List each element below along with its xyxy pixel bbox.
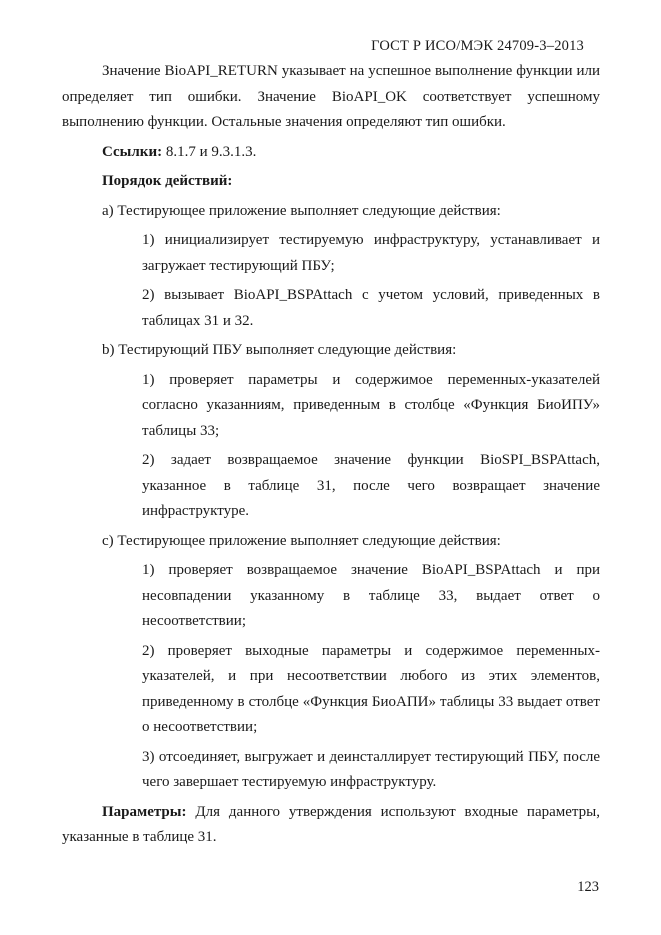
step-b-title: b) Тестирующий ПБУ выполняет следующие действия: (102, 342, 457, 358)
references-text: 8.1.7 и 9.3.1.3. (162, 143, 257, 160)
step-b-item-1: 1) проверяет параметры и содержимое переменных-указателей согласно указанниям, приведенным в столбце «Функция БиоИПУ» таблицы 33; (142, 371, 600, 439)
references-label: Ссылки: (102, 143, 163, 160)
procedure-label: Порядок действий: (102, 173, 233, 189)
page-number: 123 (577, 879, 599, 895)
step-b-item-2: 2) задает возвращаемое значение функции BioSPI_BSPAttach, указанное в таблице 31, после чего возвращает значение инфраструктуре. (142, 452, 600, 519)
step-c-item-2: 2) проверяет выходные параметры и содержимое переменных-указателей, и при несоответствии любого из этих элементов, приведенному в столбце «Функция БиоАПИ» таблицы 33 выдает ответ о несоответствии; (142, 642, 600, 735)
standard-header: ГОСТ Р ИСО/МЭК 24709-3–2013 (371, 38, 584, 54)
step-a-item-1: 1) инициализирует тестируемую инфраструктуру, устанавливает и загружает тестирующий ПБУ; (142, 232, 600, 274)
parameters-paragraph (62, 800, 600, 851)
parameters-text: Для данного утверждения используют входные параметры, указанные в таблице 31. (62, 803, 600, 845)
document-body (62, 59, 600, 851)
step-c-item-1: 1) проверяет возвращаемое значение BioAPI_BSPAttach и при несовпадении указанному в таблице 33, выдает ответ о несоответствии; (142, 562, 600, 629)
procedure-heading (62, 169, 600, 195)
step-a-item-2: 2) вызывает BioAPI_BSPAttach с учетом условий, приведенных в таблицах 31 и 32. (142, 287, 600, 329)
references-paragraph (62, 140, 600, 166)
parameters-label: Параметры: (102, 803, 187, 820)
step-c-title: c) Тестирующее приложение выполняет следующие действия: (102, 532, 501, 549)
step-a-title: a) Тестирующее приложение выполняет следующие действия: (102, 202, 501, 219)
intro-paragraph: Значение BioAPI_RETURN указывает на успешное выполнение функции или определяет тип ошибки. Значение BioAPI_OK соответствует успешному выполнению функции. Остальные значения определяют тип ошибки. (62, 63, 600, 130)
step-c-item-3: 3) отсоединяет, выгружает и деинсталлирует тестирующий ПБУ, после чего завершает тестируемую инфраструктуру. (142, 748, 600, 790)
